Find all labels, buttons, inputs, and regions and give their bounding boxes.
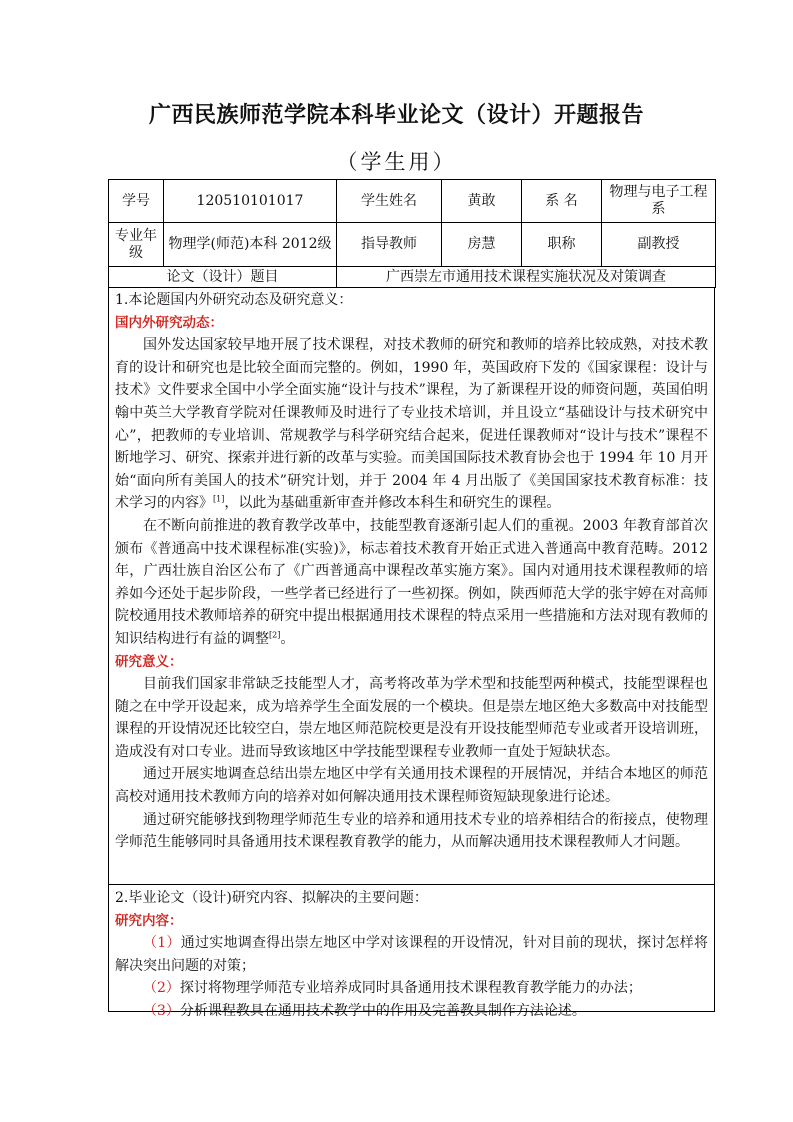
report-subtitle: （学生用） (336, 150, 457, 174)
paragraph-significance-1: 目前我们国家非常缺乏技能型人才，高考将改革为学术型和技能型两种模式，技能型课程也随之在中学开设起来，成为培养学生全面发展的一个模块。但是崇左地区绝大多数高中对技能型课程的开设情况还比较空白，崇左地区师范院校更是没有开设技能型师范专业或者开设培训班，造成没有对口专业。进而导致该地区中学技能型课程专业教师一直处于短缺状态。 (115, 676, 708, 760)
paragraph-foreign-research (115, 334, 708, 515)
paragraph-text: 在不断向前推进的教育教学改革中，技能型教育逐渐引起人们的重视。2003 年教育部首次颁布《普通高中技术课程标准(实验)》，标志着技术教育开始正式进入普通高中教育范畴。2012 年，广西壮族自治区公布了《广西普通高中课程改革实施方案》。国内对通用技术课程教师的培养如今还处于起步阶段，一些学者已经进行了一些初探。例如，陕西师范大学的张宇婷在对高师院校通用技术教师培养的研究中提出根据通用技术课程的特点采用一些措施和方法对现有教师的知识结构进行有益的调整 (115, 517, 708, 647)
item-text: 分析课程教具在通用技术教学中的作用及完善教具制作方法论述。 (179, 1002, 586, 1019)
info-row-2 (109, 223, 716, 267)
advisor-title-value: 副教授 (602, 223, 716, 267)
dept-value: 物理与电子工程系 (602, 180, 716, 223)
info-row-3 (109, 267, 716, 288)
paragraph-text: ，以此为基础重新审查并修改本科生和研究生的课程。 (224, 495, 561, 512)
advisor-value: 房慧 (442, 223, 522, 267)
info-row-1 (109, 180, 716, 223)
item-text: 探讨将物理学师范专业培养成同时具备通用技术课程教育教学能力的办法； (179, 980, 642, 997)
section1-heading: 1.本论题国内外研究动态及研究意义： (115, 292, 353, 308)
advisor-title-label: 职称 (522, 223, 602, 267)
paragraph-significance-2: 通过开展实地调查总结出崇左地区中学有关通用技术课程的开展情况，并结合本地区的师范高校对通用技术教师方向的培养对如何解决通用技术课程师资短缺现象进行论述。 (115, 766, 708, 806)
major-label: 专业年级 (109, 223, 164, 267)
section-research-background (108, 287, 715, 885)
research-content-heading: 研究内容： (115, 912, 183, 929)
dept-label: 系 名 (522, 180, 602, 223)
list-item (115, 1000, 708, 1023)
paragraph-text: 。 (280, 630, 295, 647)
info-table (108, 179, 716, 288)
list-item (115, 932, 708, 977)
paragraph-significance-3: 通过研究能够找到物理学师范生专业的培养和通用技术专业的培养相结合的衔接点，使物理学师范生能够同时具备通用技术课程教育教学的能力，从而解决通用技术课程教师人才问题。 (115, 811, 708, 851)
research-significance-heading: 研究意义： (115, 653, 183, 670)
paragraph-domestic-research (115, 515, 708, 651)
student-name-label: 学生姓名 (337, 180, 442, 223)
paragraph-text: 国外发达国家较早地开展了技术课程，对技术教师的研究和教师的培养比较成熟，对技术教育的设计和研究也是比较全面而完整的。例如，1990 年，英国政府下发的《国家课程：设计与技术》文件要求全国中小学全面实施“设计与技术”课程，为了新课程开设的师资问题，英国伯明翰中英兰大学教育学院对任课教师及时进行了专业技术培训，并且设立“基础设计与技术研究中心”，把教师的专业培训、常规教学与科学研究结合起来，促进任课教师对“设计与技术”课程不断地学习、研究、探索并进行新的改革与实验。而美国国际技术教育协会也于 1994 年 10 月开始“面向所有美国人的技术”研究计划，并于 2004 年 4 月出版了《美国国家技术教育标准：技术学习的内容》 (115, 337, 708, 512)
advisor-label: 指导教师 (337, 223, 442, 267)
item-number: （2） (143, 980, 180, 997)
student-name-value: 黄敢 (442, 180, 522, 223)
item-text: 通过实地调查得出崇左地区中学对该课程的开设情况，针对目前的现状，探讨怎样将解决突出问题的对策； (115, 935, 708, 974)
student-id-value: 120510101017 (164, 180, 337, 223)
student-id-label: 学号 (109, 180, 164, 223)
item-number: （1） (143, 935, 181, 952)
topic-value: 广西崇左市通用技术课程实施状况及对策调查 (337, 267, 716, 288)
section2-heading: 2.毕业论文（设计)研究内容、拟解决的主要问题： (115, 890, 428, 906)
item-number: （3） (143, 1002, 180, 1019)
section-research-content (108, 884, 715, 1019)
topic-label: 论文（设计）题目 (109, 267, 337, 288)
citation-1: [1] (213, 494, 225, 504)
major-value: 物理学(师范)本科 2012级 (164, 223, 337, 267)
list-item (115, 977, 708, 1000)
research-trends-heading: 国内外研究动态： (115, 314, 223, 331)
citation-2: [2] (269, 630, 281, 640)
report-title: 广西民族师范学院本科毕业论文（设计）开题报告 (148, 103, 644, 128)
